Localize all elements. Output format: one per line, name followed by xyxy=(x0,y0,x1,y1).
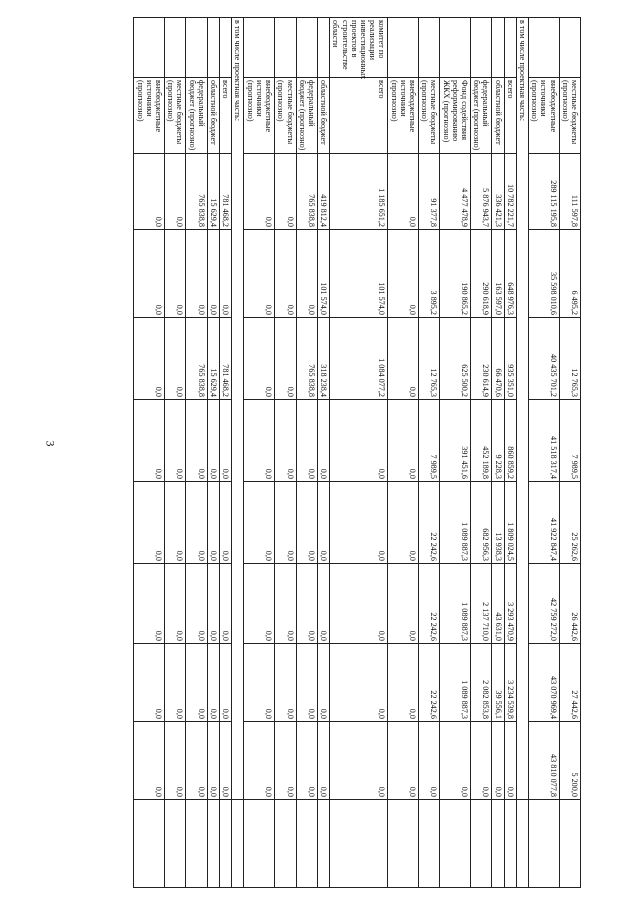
row-group xyxy=(220,18,232,78)
value-cell: 0,0 xyxy=(317,564,329,644)
value-cell: 0,0 xyxy=(207,482,219,564)
table-row xyxy=(559,18,580,888)
row-label: внебюджетные источники (прогнозно) xyxy=(134,78,165,154)
row-label: местные бюджеты (прогнозно) xyxy=(418,78,439,154)
value-cell: 391 451,6 xyxy=(440,400,471,482)
value-cell: 163 597,0 xyxy=(492,230,504,318)
row-group xyxy=(134,18,165,78)
value-cell: 1 089 887,3 xyxy=(440,482,471,564)
value-cell: 0,0 xyxy=(165,400,186,482)
value-cell: 0,0 xyxy=(440,722,471,800)
row-label: внебюджетные источники (прогнозно) xyxy=(388,78,419,154)
row-group xyxy=(317,18,329,78)
row-group xyxy=(296,18,317,78)
row-label: всего xyxy=(504,78,516,154)
table-body xyxy=(134,18,581,888)
value-cell: 0,0 xyxy=(134,230,165,318)
value-cell: 0,0 xyxy=(134,154,165,230)
row-label: областной бюджет xyxy=(207,78,219,154)
row-label: местные бюджеты (прогнозно) xyxy=(275,78,296,154)
value-cell: 27 442,6 xyxy=(559,644,580,722)
value-cell: 0,0 xyxy=(244,564,275,644)
table-row xyxy=(492,18,504,888)
value-cell: 43 631,0 xyxy=(492,564,504,644)
table-row xyxy=(296,18,317,888)
value-cell: 318 238,4 xyxy=(317,318,329,400)
row-group xyxy=(504,18,516,78)
table-row xyxy=(134,18,165,888)
value-cell: 0,0 xyxy=(388,482,419,564)
value-cell: 860 859,2 xyxy=(504,400,516,482)
budget-table xyxy=(133,17,581,888)
gap-cell xyxy=(470,800,491,888)
value-cell: 419 812,4 xyxy=(317,154,329,230)
value-cell: 765 838,8 xyxy=(296,318,317,400)
value-cell: 7 989,5 xyxy=(559,400,580,482)
gap-cell xyxy=(516,800,528,888)
value-cell: 0,0 xyxy=(186,400,207,482)
value-cell: 0,0 xyxy=(317,644,329,722)
gap-cell xyxy=(134,800,165,888)
value-cell: 22 242,6 xyxy=(418,564,439,644)
value-cell: 0,0 xyxy=(165,318,186,400)
value-cell: 2 082 853,8 xyxy=(470,644,491,722)
value-cell: 9 228,3 xyxy=(492,400,504,482)
value-cell: 0,0 xyxy=(317,400,329,482)
row-group xyxy=(559,18,580,78)
value-cell: 0,0 xyxy=(388,722,419,800)
row-label: внебюджетные источники (прогнозно) xyxy=(528,78,559,154)
value-cell: 0,0 xyxy=(275,400,296,482)
value-cell: 0,0 xyxy=(134,722,165,800)
value-cell: 0,0 xyxy=(330,564,388,644)
value-cell: 5 200,0 xyxy=(559,722,580,800)
value-cell: 0,0 xyxy=(296,230,317,318)
value-cell: 0,0 xyxy=(296,482,317,564)
gap-cell xyxy=(275,800,296,888)
table-row xyxy=(317,18,329,888)
value-cell: 0,0 xyxy=(418,722,439,800)
value-cell: 0,0 xyxy=(330,722,388,800)
value-cell: 0,0 xyxy=(504,722,516,800)
table-row xyxy=(330,18,388,888)
value-cell: 0,0 xyxy=(317,482,329,564)
value-cell: 0,0 xyxy=(186,564,207,644)
value-cell: 5 876 943,7 xyxy=(470,154,491,230)
value-cell: 0,0 xyxy=(134,400,165,482)
gap-cell xyxy=(165,800,186,888)
gap-cell xyxy=(528,800,559,888)
value-cell: 3 234 539,8 xyxy=(504,644,516,722)
value-cell: 781 468,2 xyxy=(220,154,232,230)
row-label: федеральный бюджет (прогнозно) xyxy=(470,78,491,154)
value-cell: 0,0 xyxy=(388,154,419,230)
value-cell: 22 242,6 xyxy=(418,482,439,564)
value-cell: 35 598 010,6 xyxy=(528,230,559,318)
value-cell: 0,0 xyxy=(165,154,186,230)
value-cell: 15 629,4 xyxy=(207,318,219,400)
gap-cell xyxy=(232,800,244,888)
value-cell: 0,0 xyxy=(207,564,219,644)
value-cell: 43 810 077,8 xyxy=(528,722,559,800)
table-row xyxy=(470,18,491,888)
value-cell: 0,0 xyxy=(220,564,232,644)
value-cell: 1 809 024,5 xyxy=(504,482,516,564)
value-cell: 0,0 xyxy=(220,400,232,482)
value-cell: 0,0 xyxy=(207,230,219,318)
value-cell: 0,0 xyxy=(244,318,275,400)
gap-cell xyxy=(244,800,275,888)
value-cell: 25 262,6 xyxy=(559,482,580,564)
value-cell: 43 070 969,4 xyxy=(528,644,559,722)
value-cell: 0,0 xyxy=(388,400,419,482)
row-group xyxy=(470,18,491,78)
value-cell: 0,0 xyxy=(275,644,296,722)
value-cell: 101 574,0 xyxy=(330,230,388,318)
value-cell: 190 865,2 xyxy=(440,230,471,318)
value-cell: 0,0 xyxy=(186,722,207,800)
value-cell: 13 938,3 xyxy=(492,482,504,564)
value-cell: 0,0 xyxy=(220,482,232,564)
value-cell: 66 470,6 xyxy=(492,318,504,400)
value-cell: 0,0 xyxy=(165,564,186,644)
value-cell: 3 895,2 xyxy=(418,230,439,318)
value-cell: 41 922 847,4 xyxy=(528,482,559,564)
table-row xyxy=(528,18,559,888)
value-cell: 12 765,3 xyxy=(559,318,580,400)
gap-cell xyxy=(330,800,388,888)
table-row xyxy=(418,18,439,888)
value-cell: 0,0 xyxy=(330,644,388,722)
gap-cell xyxy=(492,800,504,888)
section-row xyxy=(232,18,244,888)
value-cell: 625 500,2 xyxy=(440,318,471,400)
value-cell: 0,0 xyxy=(296,722,317,800)
value-cell: 0,0 xyxy=(275,154,296,230)
table-row xyxy=(220,18,232,888)
value-cell: 0,0 xyxy=(330,482,388,564)
value-cell: 6 495,2 xyxy=(559,230,580,318)
value-cell: 0,0 xyxy=(207,400,219,482)
gap-cell xyxy=(296,800,317,888)
value-cell: 0,0 xyxy=(186,482,207,564)
value-cell: 1 089 887,3 xyxy=(440,644,471,722)
value-cell: 0,0 xyxy=(244,154,275,230)
gap-cell xyxy=(388,800,419,888)
value-cell: 0,0 xyxy=(470,722,491,800)
row-label: всего xyxy=(220,78,232,154)
value-cell: 0,0 xyxy=(317,722,329,800)
value-cell: 0,0 xyxy=(275,564,296,644)
value-cell: 1 089 887,3 xyxy=(440,564,471,644)
value-cell: 0,0 xyxy=(275,722,296,800)
gap-cell xyxy=(186,800,207,888)
row-label: местные бюджеты (прогнозно) xyxy=(559,78,580,154)
row-group xyxy=(528,18,559,78)
row-label: федеральный бюджет (прогнозно) xyxy=(186,78,207,154)
table-row xyxy=(388,18,419,888)
value-cell: 0,0 xyxy=(165,482,186,564)
gap-cell xyxy=(559,800,580,888)
value-cell: 682 956,3 xyxy=(470,482,491,564)
value-cell: 1 084 077,2 xyxy=(330,318,388,400)
value-cell: 0,0 xyxy=(244,644,275,722)
value-cell: 0,0 xyxy=(220,230,232,318)
section-label: в том числе проектная часть: xyxy=(516,18,528,800)
value-cell: 41 518 317,4 xyxy=(528,400,559,482)
value-cell: 42 759 272,0 xyxy=(528,564,559,644)
row-group xyxy=(165,18,186,78)
value-cell: 289 115 195,8 xyxy=(528,154,559,230)
row-group xyxy=(244,18,275,78)
gap-cell xyxy=(504,800,516,888)
value-cell: 0,0 xyxy=(296,644,317,722)
value-cell: 452 189,8 xyxy=(470,400,491,482)
table-row xyxy=(165,18,186,888)
value-cell: 0,0 xyxy=(220,644,232,722)
value-cell: 0,0 xyxy=(207,722,219,800)
value-cell: 40 435 701,2 xyxy=(528,318,559,400)
value-cell: 290 618,9 xyxy=(470,230,491,318)
value-cell: 0,0 xyxy=(275,318,296,400)
row-group xyxy=(388,18,419,78)
gap-cell xyxy=(440,800,471,888)
value-cell: 10 782 221,7 xyxy=(504,154,516,230)
table-row xyxy=(186,18,207,888)
gap-cell xyxy=(418,800,439,888)
value-cell: 0,0 xyxy=(186,644,207,722)
value-cell: 0,0 xyxy=(244,400,275,482)
row-label: Фонд содействия реформированию ЖКХ (прогнозно) xyxy=(440,78,471,154)
value-cell: 0,0 xyxy=(296,564,317,644)
value-cell: 0,0 xyxy=(207,644,219,722)
value-cell: 7 989,5 xyxy=(418,400,439,482)
table-row xyxy=(244,18,275,888)
value-cell: 39 556,1 xyxy=(492,644,504,722)
value-cell: 0,0 xyxy=(275,230,296,318)
value-cell: 0,0 xyxy=(388,564,419,644)
value-cell: 0,0 xyxy=(388,230,419,318)
value-cell: 0,0 xyxy=(134,644,165,722)
value-cell: 2 137 710,0 xyxy=(470,564,491,644)
row-label: областной бюджет xyxy=(317,78,329,154)
value-cell: 0,0 xyxy=(492,722,504,800)
value-cell: 26 442,6 xyxy=(559,564,580,644)
row-group xyxy=(275,18,296,78)
value-cell: 0,0 xyxy=(330,400,388,482)
row-label: местные бюджеты (прогнозно) xyxy=(165,78,186,154)
value-cell: 336 421,3 xyxy=(492,154,504,230)
value-cell: 1 185 651,2 xyxy=(330,154,388,230)
rotated-table-container xyxy=(95,17,581,887)
row-group xyxy=(440,18,471,78)
value-cell: 0,0 xyxy=(244,722,275,800)
value-cell: 0,0 xyxy=(388,644,419,722)
value-cell: 0,0 xyxy=(134,482,165,564)
gap-cell xyxy=(207,800,219,888)
value-cell: 0,0 xyxy=(165,722,186,800)
row-label: всего xyxy=(330,78,388,154)
gap-cell xyxy=(317,800,329,888)
value-cell: 12 765,3 xyxy=(418,318,439,400)
value-cell: 0,0 xyxy=(165,230,186,318)
value-cell: 111 597,8 xyxy=(559,154,580,230)
value-cell: 15 629,4 xyxy=(207,154,219,230)
value-cell: 765 838,8 xyxy=(296,154,317,230)
value-cell: 3 293 470,9 xyxy=(504,564,516,644)
section-label: в том числе проектная часть: xyxy=(232,18,244,800)
value-cell: 765 838,8 xyxy=(186,318,207,400)
value-cell: 230 614,9 xyxy=(470,318,491,400)
row-group xyxy=(207,18,219,78)
row-label: внебюджетные источники (прогнозно) xyxy=(244,78,275,154)
value-cell: 22 242,6 xyxy=(418,644,439,722)
table-row xyxy=(440,18,471,888)
value-cell: 101 574,0 xyxy=(317,230,329,318)
value-cell: 781 468,2 xyxy=(220,318,232,400)
row-group xyxy=(186,18,207,78)
value-cell: 0,0 xyxy=(244,230,275,318)
value-cell: 0,0 xyxy=(220,722,232,800)
value-cell: 935 351,0 xyxy=(504,318,516,400)
table-row xyxy=(504,18,516,888)
value-cell: 4 477 478,9 xyxy=(440,154,471,230)
row-group: комитет по реализации инвестиционных проектов в строительстве области xyxy=(330,18,388,78)
gap-cell xyxy=(220,800,232,888)
value-cell: 648 976,3 xyxy=(504,230,516,318)
page-number: 3 xyxy=(43,440,58,447)
value-cell: 0,0 xyxy=(296,400,317,482)
value-cell: 0,0 xyxy=(388,318,419,400)
value-cell: 91 377,8 xyxy=(418,154,439,230)
value-cell: 0,0 xyxy=(275,482,296,564)
row-label: областной бюджет xyxy=(492,78,504,154)
value-cell: 765 838,8 xyxy=(186,154,207,230)
value-cell: 0,0 xyxy=(165,644,186,722)
table-row xyxy=(275,18,296,888)
section-row xyxy=(516,18,528,888)
value-cell: 0,0 xyxy=(244,482,275,564)
value-cell: 0,0 xyxy=(134,318,165,400)
row-group xyxy=(418,18,439,78)
value-cell: 0,0 xyxy=(186,230,207,318)
value-cell: 0,0 xyxy=(134,564,165,644)
row-label: федеральный бюджет (прогнозно) xyxy=(296,78,317,154)
row-group xyxy=(492,18,504,78)
table-row xyxy=(207,18,219,888)
